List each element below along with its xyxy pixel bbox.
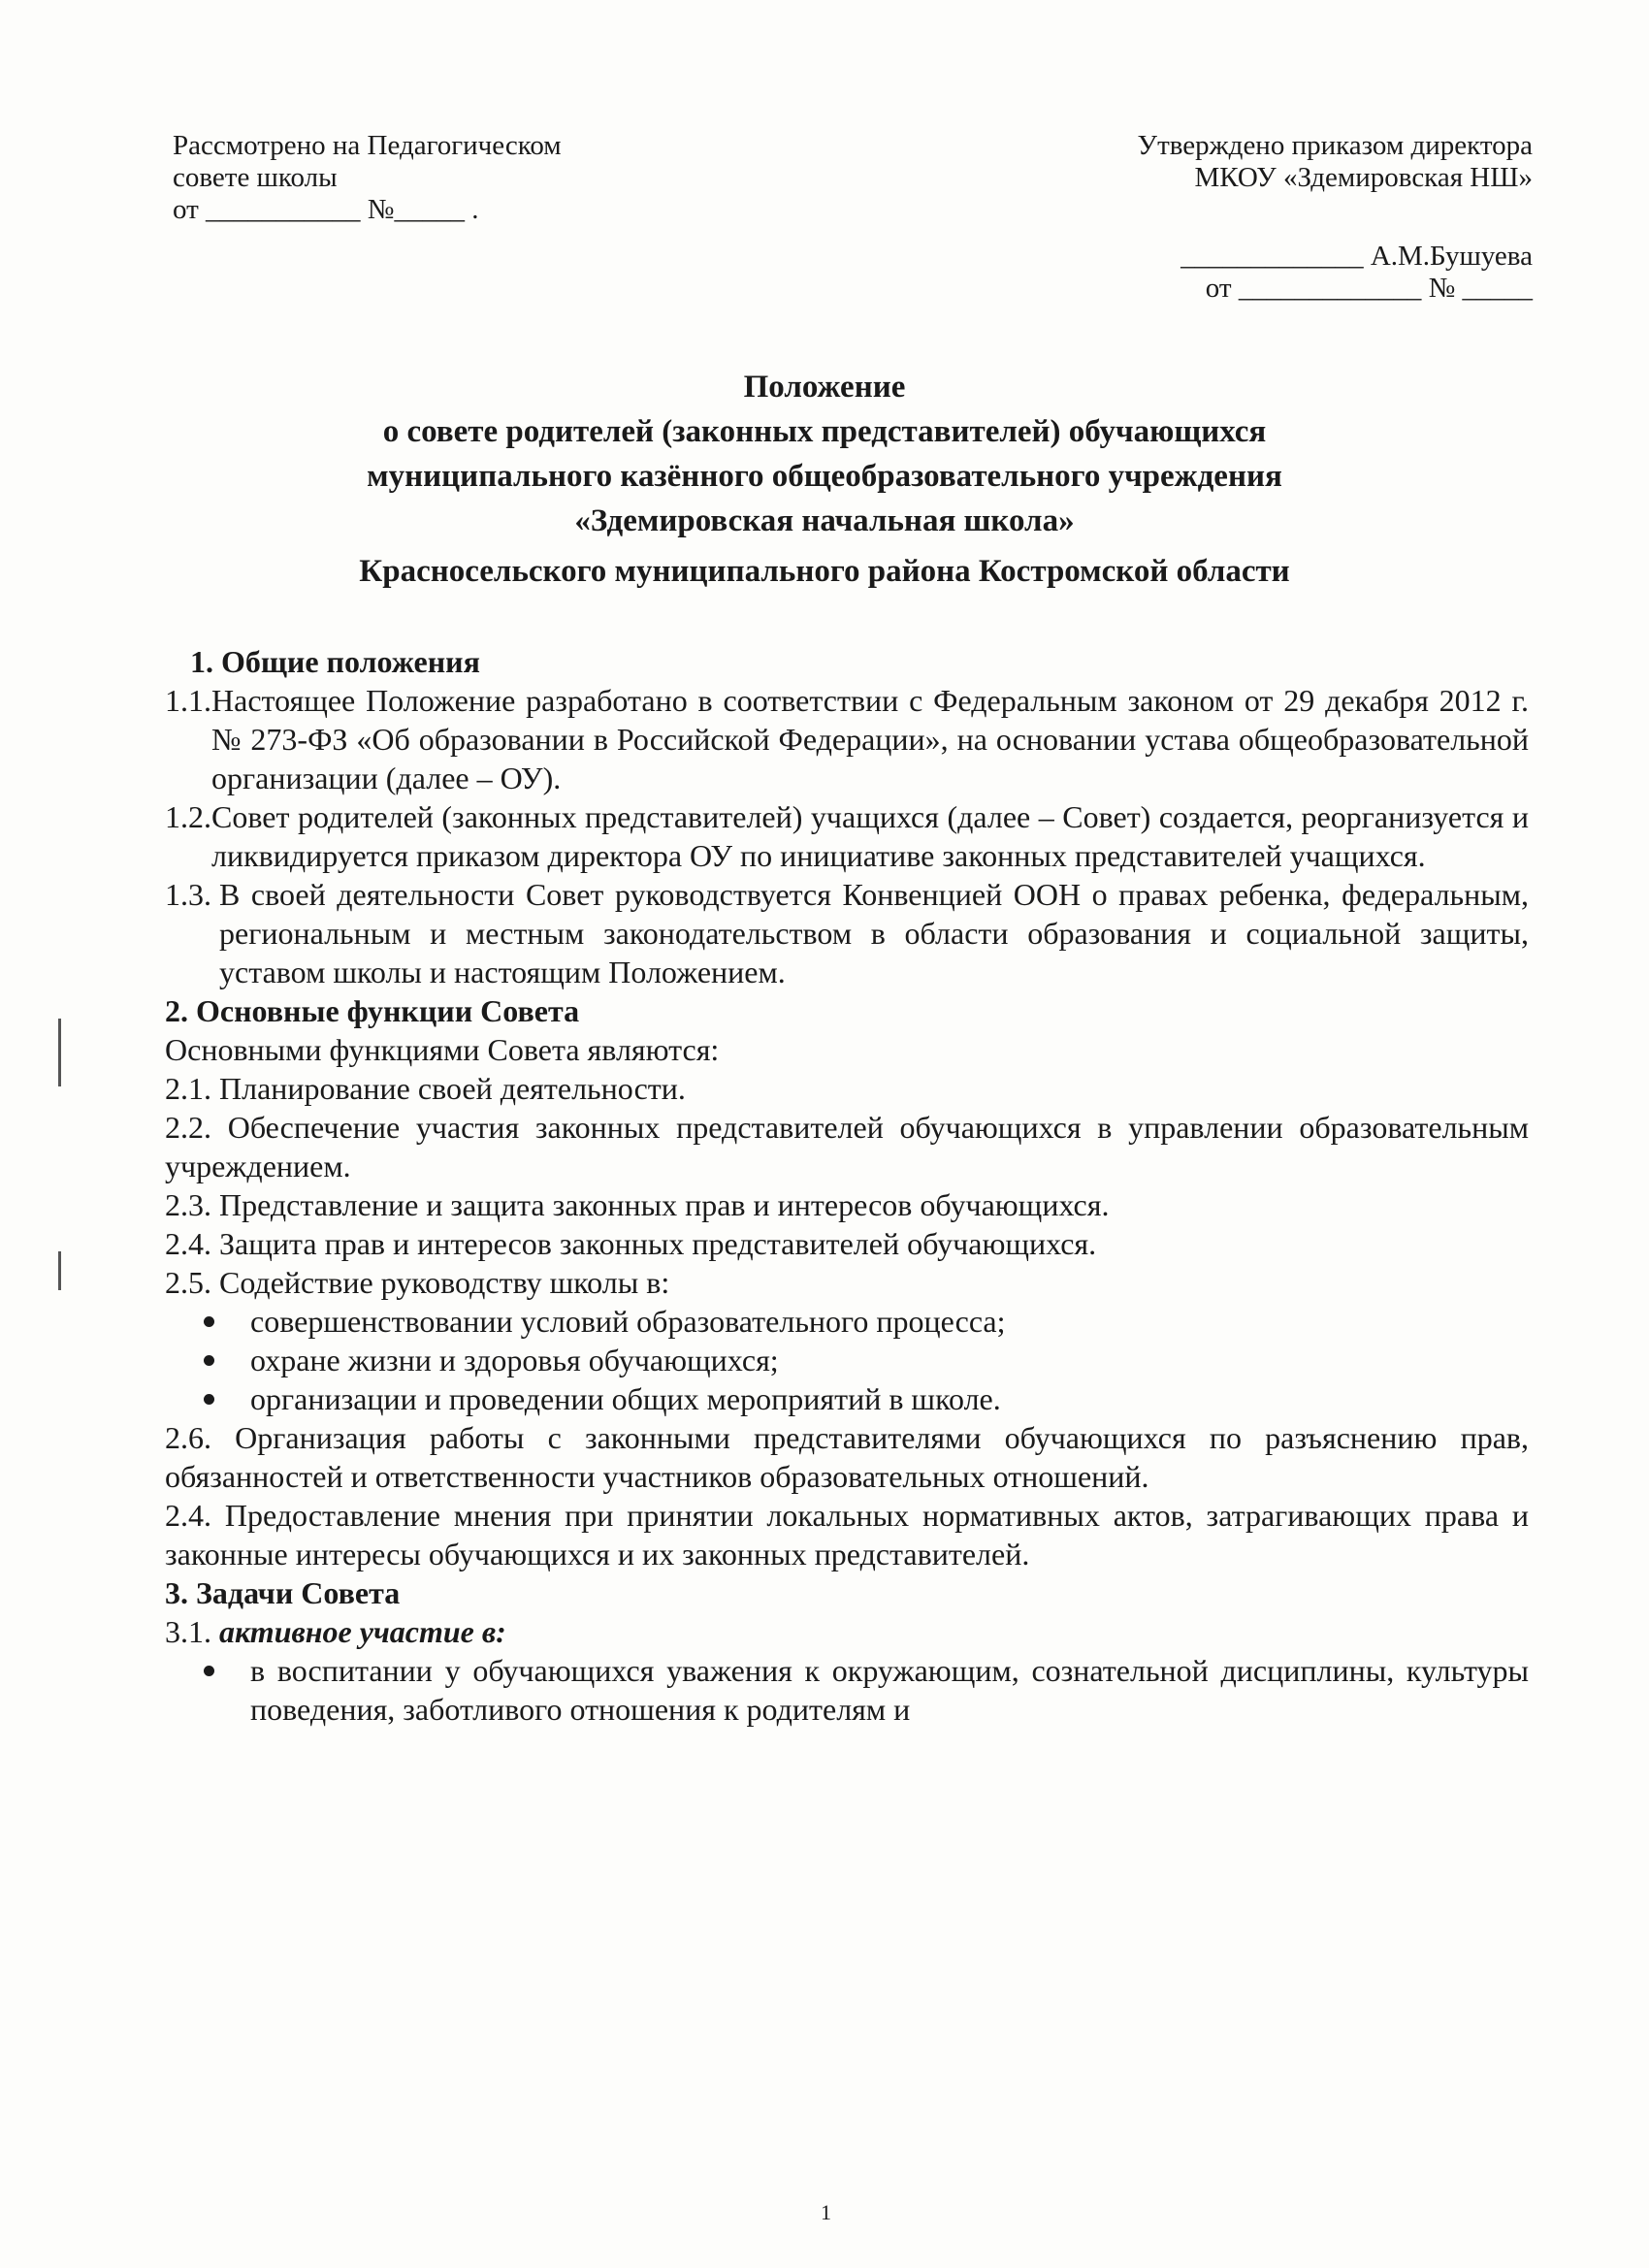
list-item: организации и проведении общих мероприятий в школе. xyxy=(250,1379,1529,1418)
clause-text: В своей деятельности Совет руководствуется Конвенцией ООН о правах ребенка, федеральным, региональным и местным законодательством в области образования и социальной защиты, уставом школы и настоящим Положением. xyxy=(219,877,1529,989)
paragraph: 2.3. Представление и защита законных прав и интересов обучающихся. xyxy=(165,1187,1110,1222)
page-number: 1 xyxy=(821,2200,831,2224)
paragraph: 2.1. Планирование своей деятельности. xyxy=(165,1071,686,1106)
paragraph: 2.2. Обеспечение участия законных представителей обучающихся в управлении образовательным учреждением. xyxy=(165,1110,1529,1183)
clause-text: Совет родителей (законных представителей) учащихся (далее – Совет) создается, реорганизуется и ликвидируется приказом директора ОУ по инициативе законных представителей учащихся. xyxy=(211,799,1529,873)
review-block xyxy=(173,130,677,226)
list-item: охране жизни и здоровья обучающихся; xyxy=(250,1341,1529,1379)
emphasis-label: активное участие в: xyxy=(219,1614,506,1649)
paragraph: 2.4. Предоставление мнения при принятии локальных нормативных актов, затрагивающих права и законные интересы обучающихся и их законных представителей. xyxy=(165,1498,1529,1571)
clause-number: 1.1. xyxy=(165,683,211,718)
approval-order-line: от _____________ № _____ xyxy=(1205,273,1533,304)
paragraph: 2.6. Организация работы с законными представителями обучающихся по разъяснению прав, обязанностей и ответственности участников образовательных отношений. xyxy=(165,1420,1529,1494)
section-heading: 2. Основные функции Совета xyxy=(165,993,580,1028)
approval-block xyxy=(951,130,1533,305)
scan-mark xyxy=(58,1251,61,1290)
review-line: от ___________ №_____ . xyxy=(173,194,479,225)
clause-number: 1.2. xyxy=(165,799,211,834)
bullet-list xyxy=(165,1651,1529,1729)
clause xyxy=(165,875,1529,991)
title-line: Положение xyxy=(743,370,906,405)
scan-mark xyxy=(58,1019,61,1086)
paragraph: 2.5. Содействие руководству школы в: xyxy=(165,1265,670,1300)
paragraph: 2.4. Защита прав и интересов законных представителей обучающихся. xyxy=(165,1226,1097,1261)
review-line: Рассмотрено на Педагогическом xyxy=(173,130,562,161)
clause-number: 3.1. xyxy=(165,1614,219,1649)
title-line: муниципального казённого общеобразовательного учреждения xyxy=(367,459,1282,494)
section-heading: 3. Задачи Совета xyxy=(165,1575,401,1610)
signature-line: _____________ А.М.Бушуева xyxy=(1180,241,1533,272)
clause xyxy=(165,681,1529,797)
bullet-list xyxy=(165,1302,1529,1418)
document-title xyxy=(146,365,1504,594)
review-line: совете школы xyxy=(173,162,338,193)
approval-line: МКОУ «Здемировская НШ» xyxy=(1194,162,1533,193)
title-line: Красносельского муниципального района Костромской области xyxy=(359,554,1290,589)
title-line: о совете родителей (законных представителей) обучающихся xyxy=(382,414,1267,449)
clause-text: Настоящее Положение разработано в соответствии с Федеральным законом от 29 декабря 2012 г. № 273-ФЗ «Об образовании в Российской Федерации», на основании устава общеобразовательной организации (далее – ОУ). xyxy=(211,683,1529,795)
clause-number: 1.3. xyxy=(165,877,219,912)
title-line: «Здемировская начальная школа» xyxy=(574,503,1075,538)
paragraph xyxy=(165,1612,1529,1651)
list-item: в воспитании у обучающихся уважения к окружающим, сознательной дисциплины, культуры поведения, заботливого отношения к родителям и xyxy=(250,1653,1529,1727)
document-body xyxy=(165,642,1529,1729)
list-item: совершенствовании условий образовательного процесса; xyxy=(250,1302,1529,1341)
paragraph: Основными функциями Совета являются: xyxy=(165,1032,720,1067)
clause xyxy=(165,797,1529,875)
section-heading: 1. Общие положения xyxy=(190,644,480,679)
approval-line: Утверждено приказом директора xyxy=(1137,130,1533,161)
